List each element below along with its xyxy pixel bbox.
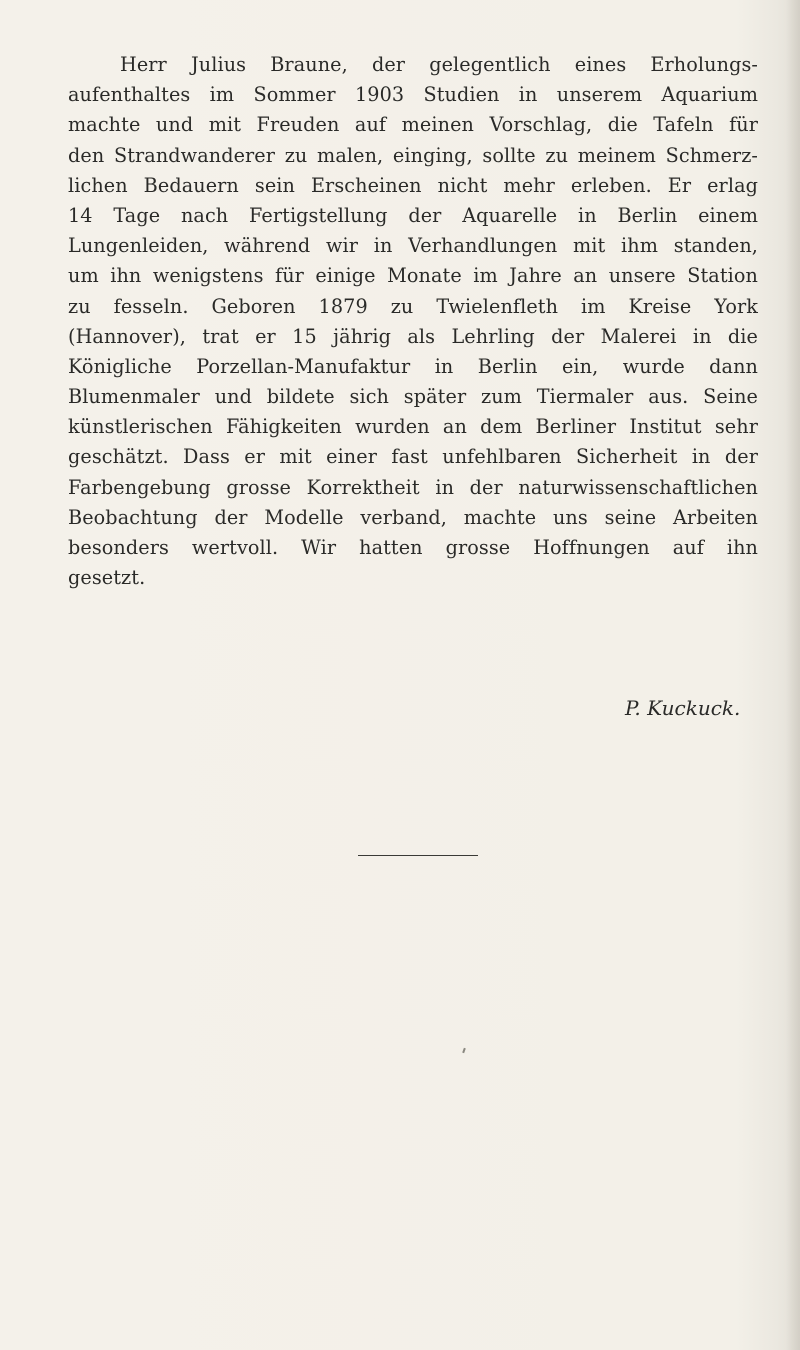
text-line: Farbengebung grosse Korrektheit in der naturwissenschaftlichen — [68, 475, 758, 499]
text-line: lichen Bedauern sein Erscheinen nicht mehr erleben. Er erlag — [68, 173, 758, 197]
author-signature: P. Kuckuck. — [625, 696, 741, 720]
text-line: 14 Tage nach Fertigstellung der Aquarelle in Berlin einem — [68, 203, 758, 227]
text-line: den Strandwanderer zu malen, einging, sollte zu meinem Schmerz- — [68, 143, 758, 167]
section-divider — [358, 855, 478, 856]
text-line: geschätzt. Dass er mit einer fast unfehlbaren Sicherheit in der — [68, 445, 758, 469]
text-line: künstlerischen Fähigkeiten wurden an dem Berliner Institut sehr — [68, 415, 758, 439]
text-line: besonders wertvoll. Wir hatten grosse Hoffnungen auf ihn — [68, 536, 758, 559]
text-line: Blumenmaler und bildete sich später zum Tiermaler aus. Seine — [68, 385, 758, 409]
text-line: Beobachtung der Modelle verband, machte uns seine Arbeiten — [68, 505, 758, 529]
text-line: gesetzt. — [68, 566, 146, 590]
body-paragraph — [68, 50, 758, 593]
text-line: Herr Julius Braune, der gelegentlich eines Erholungs- — [120, 53, 758, 76]
page-edge-shadow — [786, 0, 800, 1350]
text-line: um ihn wenigstens für einige Monate im Jahre an unsere Station — [68, 264, 758, 288]
paper-speck — [462, 1048, 466, 1053]
text-line: aufenthaltes im Sommer 1903 Studien in unserem Aquarium — [68, 83, 758, 107]
text-line: zu fesseln. Geboren 1879 zu Twielenfleth im Kreise York — [68, 294, 758, 318]
text-line: machte und mit Freuden auf meinen Vorschlag, die Tafeln für — [68, 113, 758, 137]
text-line: (Hannover), trat er 15 jährig als Lehrling der Malerei in die — [68, 324, 758, 348]
text-line: Königliche Porzellan-Manufaktur in Berlin ein, wurde dann — [68, 354, 758, 378]
text-line: Lungenleiden, während wir in Verhandlungen mit ihm standen, — [68, 234, 758, 258]
